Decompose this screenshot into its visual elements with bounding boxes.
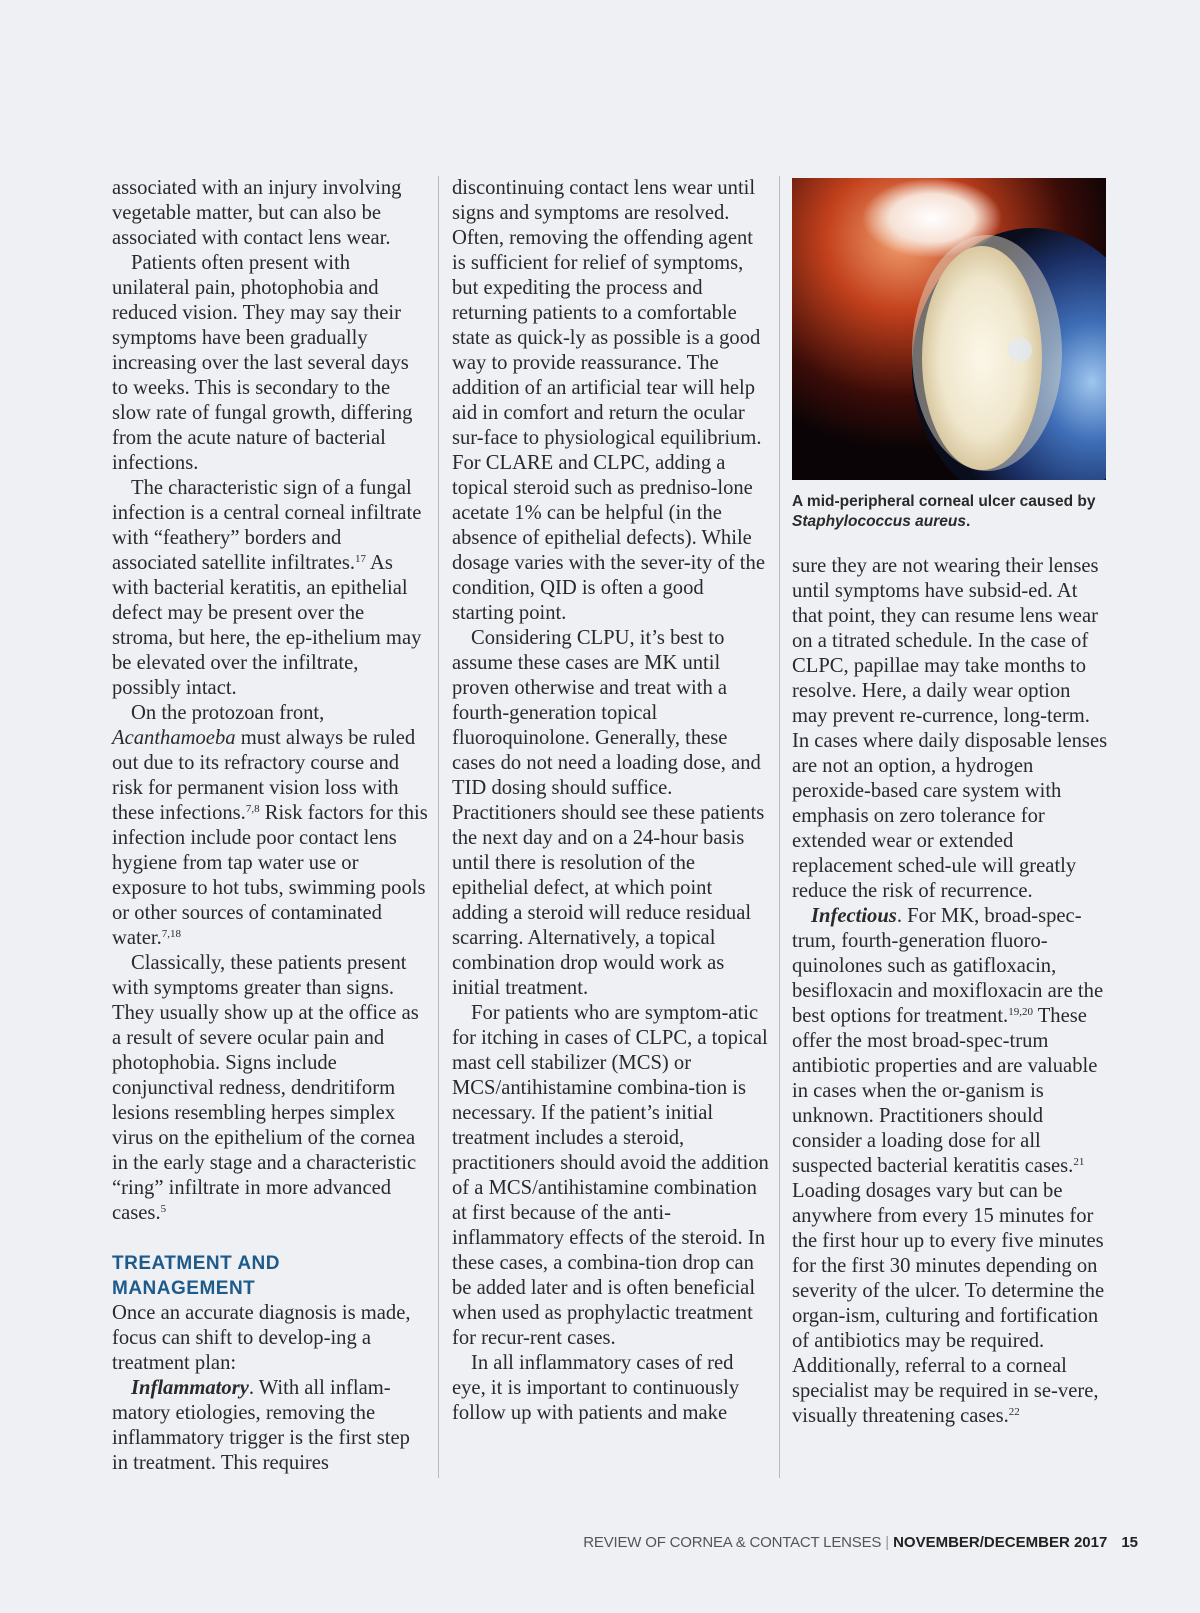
paragraph [112, 1376, 428, 1476]
column-3-text [792, 554, 1110, 1429]
page-number: 15 [1121, 1534, 1138, 1551]
reference-superscript: 17 [355, 553, 367, 565]
caption-text: . [966, 513, 971, 530]
page-footer [583, 1534, 1138, 1551]
paragraph: Once an accurate diagnosis is made, focus can shift to develop-ing a treatment plan: [112, 1302, 411, 1374]
footer-separator: | [885, 1534, 890, 1551]
paragraph: discontinuing contact lens wear until signs and symptoms are resolved. Often, removing the offending agent is sufficient for relief of symptoms, but expediting the process and returning patients to a comfortable state as quick-ly as possible is a good way to provide reassurance. The addition of an artificial tear will help aid in comfort and return the ocular sur-face to physiological equilibrium. For CLARE and CLPC, adding a topical steroid such as predniso-lone acetate 1% can be helpful (in the absence of epithelial defects). While dosage varies with the sever-ity of the condition, QID is often a good starting point. [452, 177, 765, 624]
reference-superscript: 22 [1008, 1406, 1020, 1418]
paragraph: Considering CLPU, it’s best to assume these cases are MK until proven otherwise and treat with a fourth-generation topical fluoroquinolone. Generally, these cases do not need a loading dose, and TID dosing should suffice. Practitioners should see these patients the next day and on a 24-hour basis until there is resolution of the epithelial defect, at which point adding a steroid will reduce residual scarring. Alternatively, a topical combination drop would work as initial treatment. [452, 627, 765, 999]
paragraph-text: The characteristic sign of a fungal infection is a central corneal infiltrate with “feathery” borders and associated satellite infiltrates. [112, 477, 422, 574]
paragraph-text: . For MK, broad-spec-trum, fourth-generation fluoro-quinolones such as gatifloxacin, besifloxacin and moxifloxacin are the best options for treatment. [792, 905, 1104, 1027]
paragraph: associated with an injury involving vegetable matter, but can also be associated with contact lens wear. [112, 177, 402, 249]
paragraph: In all inflammatory cases of red eye, it is important to continuously follow up with patients and make [452, 1352, 740, 1424]
eye-illustration [792, 178, 1106, 480]
text-column-2 [452, 176, 770, 1426]
reference-superscript: 7,8 [245, 803, 260, 815]
subsection-label: Infectious [811, 905, 897, 927]
figure-caption [792, 492, 1110, 532]
paragraph [112, 701, 428, 951]
column-divider [438, 176, 439, 1478]
text-column-1 [112, 176, 428, 1476]
organism-name: Staphylococcus aureus [792, 513, 967, 530]
paragraph [112, 951, 428, 1226]
column-divider [779, 176, 780, 1478]
caption-text: A mid-peripheral corneal ulcer caused by [792, 493, 1096, 510]
paragraph-text: Loading dosages vary but can be anywhere from every 15 minutes for the first hour up to every five minutes for the first 30 minutes depending on severity of the ulcer. To determine the organ-ism, culturing and fortification of antibiotics may be required. Additionally, referral to a corneal specialist may be required in se-vere, visually threatening cases. [792, 1180, 1105, 1427]
paragraph-text: must always be ruled out due to its refractory course and risk for permanent vision loss with these infections. [112, 727, 416, 824]
paragraph: For patients who are symptom-atic for itching in cases of CLPC, a topical mast cell stabilizer (MCS) or MCS/antihistamine combina-tion is necessary. If the patient’s initial treatment includes a steroid, practitioners should avoid the addition of a MCS/antihistamine combination at first because of the anti-inflammatory effects of the steroid. In these cases, a combina-tion drop can be added later and is often beneficial when used as prophylactic treatment for recur-rent cases. [452, 1002, 769, 1349]
paragraph-text: . With all inflam-matory etiologies, removing the inflammatory trigger is the first step in treatment. This requires [112, 1377, 410, 1474]
paragraph-text: Risk factors for this infection include poor contact lens hygiene from tap water use or exposure to hot tubs, swimming pools or other sources of contaminated water. [112, 802, 428, 949]
issue-date: NOVEMBER/DECEMBER 2017 [893, 1534, 1108, 1551]
paragraph: Patients often present with unilateral pain, photophobia and reduced vision. They may say their symptoms have been gradually increasing over the last several days to weeks. This is secondary to the slow rate of fungal growth, differing from the acute nature of bacterial infections. [112, 252, 413, 474]
paragraph [112, 476, 428, 701]
paragraph-text: Classically, these patients present with symptoms greater than signs. They usually show up at the office as a result of severe ocular pain and photophobia. Signs include conjunctival redness, dendritiform lesions resembling herpes simplex virus on the epithelium of the cornea in the early stage and a characteristic “ring” infiltrate in more advanced cases. [112, 952, 419, 1224]
reference-superscript: 7,18 [161, 928, 181, 940]
reference-superscript: 19,20 [1008, 1006, 1033, 1018]
paragraph-text: As with bacterial keratitis, an epithelial defect may be present over the stroma, but here, the ep-ithelium may be elevated over the infiltrate, possibly intact. [112, 552, 422, 699]
paragraph-text: These offer the most broad-spec-trum antibiotic properties and are valuable in cases when the or-ganism is unknown. Practitioners should consider a loading dose for all suspected bacterial keratitis cases. [792, 1005, 1098, 1177]
reference-superscript: 21 [1073, 1156, 1085, 1168]
paragraph-text: On the protozoan front, [131, 702, 325, 724]
paragraph [792, 904, 1110, 1429]
reference-superscript: 5 [160, 1203, 167, 1215]
organism-name: Acanthamoeba [112, 727, 236, 749]
section-heading: TREATMENT AND MANAGEMENT [112, 1253, 280, 1299]
subsection-label: Inflammatory [131, 1377, 249, 1399]
paragraph: sure they are not wearing their lenses until symptoms have subsid-ed. At that point, they can resume lens wear on a titrated schedule. In the case of CLPC, papillae may take months to resolve. Here, a daily wear option may prevent re-currence, long-term. In cases where daily disposable lenses are not an option, a hydrogen peroxide-based care system with emphasis on zero tolerance for extended wear or extended replacement sched-ule will greatly reduce the risk of recurrence. [792, 555, 1108, 902]
corneal-ulcer-photo [792, 178, 1106, 480]
publication-name: REVIEW OF CORNEA & CONTACT LENSES [583, 1534, 882, 1551]
